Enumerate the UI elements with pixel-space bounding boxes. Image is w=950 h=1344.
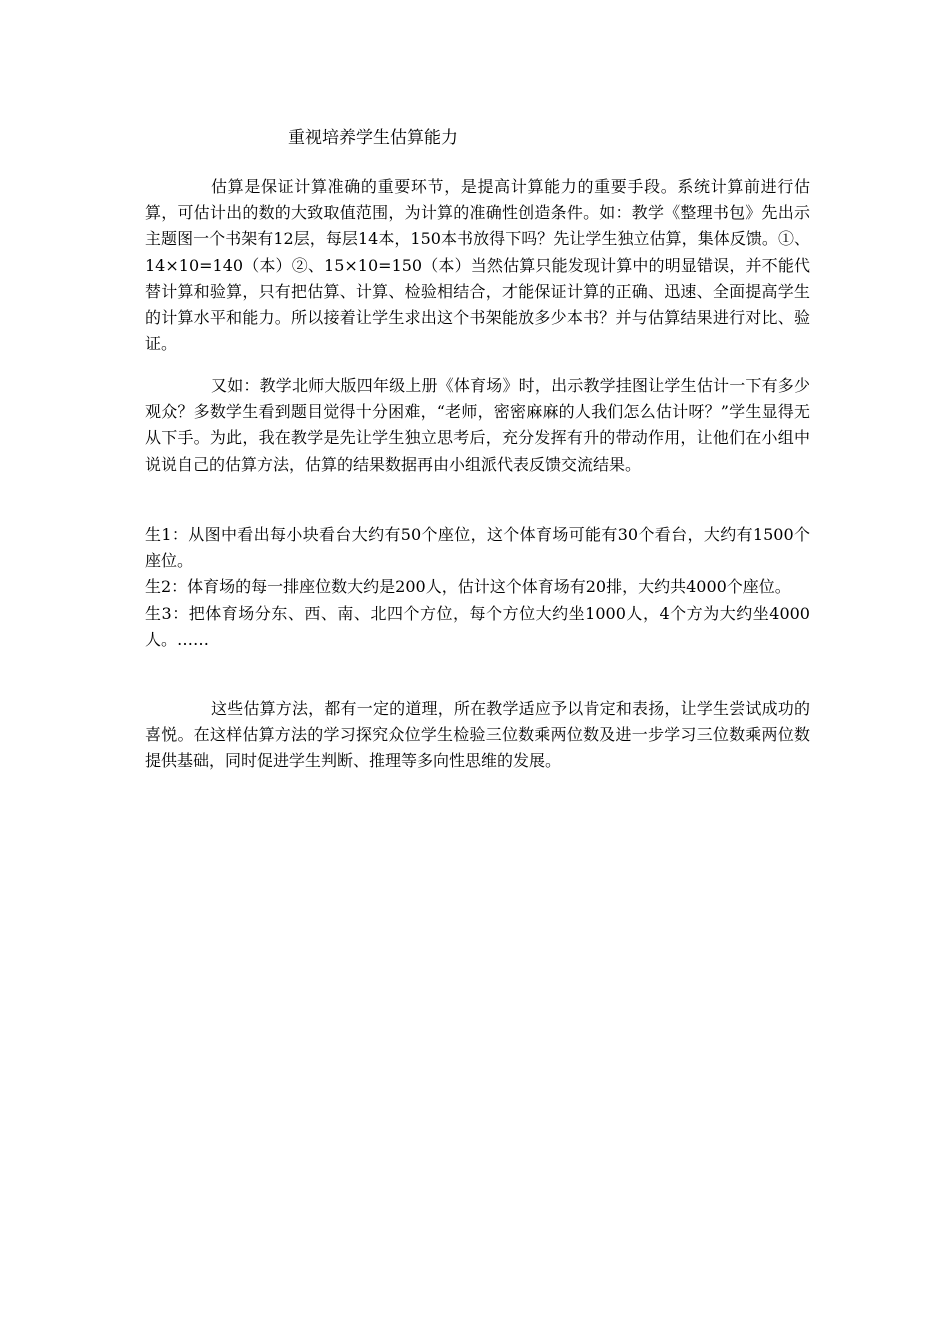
- paragraph-stadium-example: 又如：教学北师大版四年级上册《体育场》时，出示教学挂图让学生估计一下有多少观众？多数学生看到题目觉得十分困难，“老师，密密麻麻的人我们怎么估计呀？”学生显得无从下手。为此，我在教学是先让学生独立思考后，充分发挥有升的带动作用，让他们在小组中说说自己的估算方法，估算的结果数据再由小组派代表反馈交流结果。: [145, 376, 810, 474]
- student-answer-2: 生2：体育场的每一排座位数大约是200人，估计这个体育场有20排，大约共4000个座位。: [145, 577, 791, 597]
- paragraph-estimation-importance: 估算是保证计算准确的重要环节，是提高计算能力的重要手段。系统计算前进行估算，可估计出的数的大致取值范围，为计算的准确性创造条件。如：教学《整理书包》先出示主题图一个书架有12层，每层14本，150本书放得下吗？先让学生独立估算，集体反馈。①、14×10=140（本）②、15×10=150（本）当然估算只能发现计算中的明显错误，并不能代替计算和验算，只有把估算、计算、检验相结合，才能保证计算的正确、迅速、全面提高学生的计算水平和能力。所以接着让学生求出这个书架能放多少本书？并与估算结果进行对比、验证。: [145, 177, 810, 354]
- student-answer-3: 生3：把体育场分东、西、南、北四个方位，每个方位大约坐1000人，4个方为大约坐4000人。……: [145, 603, 810, 649]
- student-answer-1: 生1：从图中看出每小块看台大约有50个座位，这个体育场可能有30个看台，大约有1500个座位。: [145, 525, 810, 571]
- student-answers-list: [145, 522, 810, 653]
- paragraph-conclusion: 这些估算方法，都有一定的道理，所在教学适应予以肯定和表扬，让学生尝试成功的喜悦。在这样估算方法的学习探究众位学生检验三位数乘两位数及进一步学习三位数乘两位数提供基础，同时促进学生判断、推理等多向性思维的发展。: [145, 699, 810, 771]
- document-title: 重视培养学生估算能力: [288, 128, 458, 148]
